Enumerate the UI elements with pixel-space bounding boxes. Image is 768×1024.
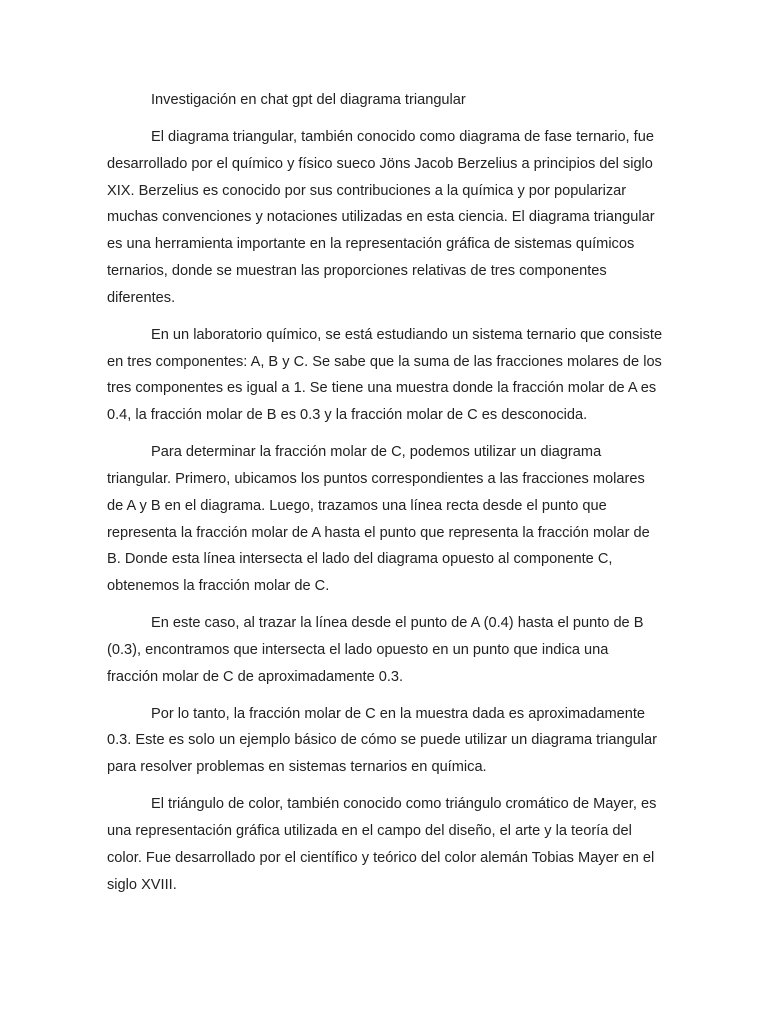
paragraph-5: Por lo tanto, la fracción molar de C en la muestra dada es aproximadamente 0.3. Este es solo un ejemplo básico de cómo se puede utilizar un diagrama triangular para resolver problemas en sistemas ternarios en química. — [107, 705, 658, 776]
paragraph-4: En este caso, al trazar la línea desde el punto de A (0.4) hasta el punto de B (0.3), encontramos que intersecta el lado opuesto en un punto que indica una fracción molar de C de aproximadamente 0.3. — [107, 615, 644, 685]
paragraph-6: El triángulo de color, también conocido como triángulo cromático de Mayer, es una representación gráfica utilizada en el campo del diseño, el arte y la teoría del color. Fue desarrollado por el científico y teórico del color alemán Tobias Mayer en el siglo XVIII. — [107, 796, 657, 893]
document-body — [107, 87, 663, 909]
paragraph-3: Para determinar la fracción molar de C, podemos utilizar un diagrama triangular. Primero, ubicamos los puntos correspondientes a las fracciones molares de A y B en el diagrama. Luego, trazamos una línea recta desde el punto que representa la fracción molar de A hasta el punto que representa la fracción molar de B. Donde esta línea intersecta el lado del diagrama opuesto al componente C, obtenemos la fracción molar de C. — [107, 444, 650, 595]
document-title: Investigación en chat gpt del diagrama triangular — [151, 92, 466, 108]
paragraph-1: El diagrama triangular, también conocido como diagrama de fase ternario, fue desarrollado por el químico y físico sueco Jöns Jacob Berzelius a principios del siglo XIX. Berzelius es conocido por sus contribuciones a la química y por popularizar muchas convenciones y notaciones utilizadas en esta ciencia. El diagrama triangular es una herramienta importante en la representación gráfica de sistemas químicos ternarios, donde se muestran las proporciones relativas de tres componentes diferentes. — [107, 128, 655, 306]
paragraph-2: En un laboratorio químico, se está estudiando un sistema ternario que consiste en tres componentes: A, B y C. Se sabe que la suma de las fracciones molares de los tres componentes es igual a 1. Se tiene una muestra donde la fracción molar de A es 0.4, la fracción molar de B es 0.3 y la fracción molar de C es desconocida. — [107, 326, 663, 424]
